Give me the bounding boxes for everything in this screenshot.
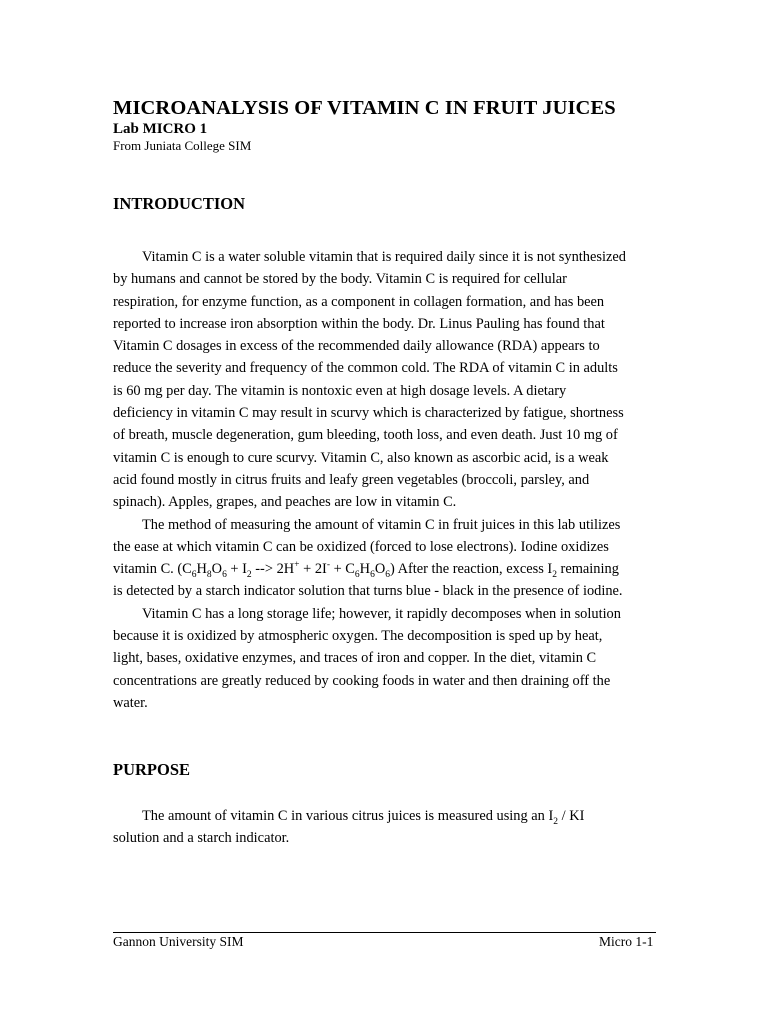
text-line: the ease at which vitamin C can be oxidized (forced to lose electrons). Iodine oxidizes — [113, 538, 609, 555]
text-line: vitamin C is enough to cure scurvy. Vitamin C, also known as ascorbic acid, is a weak — [113, 449, 609, 466]
text-line: light, bases, oxidative enzymes, and traces of iron and copper. In the diet, vitamin C — [113, 650, 597, 667]
text-fragment: vitamin C. (C — [113, 561, 192, 578]
text-line: by humans and cannot be stored by the body. Vitamin C is required for cellular — [113, 271, 567, 288]
text-line: Vitamin C dosages in excess of the recommended daily allowance (RDA) appears to — [113, 338, 600, 355]
text-line: concentrations are greatly reduced by cooking foods in water and then draining off the — [113, 672, 611, 689]
text-line: Vitamin C is a water soluble vitamin that is required daily since it is not synthesized — [142, 249, 626, 265]
text-line: because it is oxidized by atmospheric oxygen. The decomposition is sped up by heat, — [113, 628, 603, 645]
text-line: spinach). Apples, grapes, and peaches are low in vitamin C. — [113, 494, 457, 511]
purpose-heading: PURPOSE — [113, 760, 191, 779]
text-line: reduce the severity and frequency of the common cold. The RDA of vitamin C in adults — [113, 360, 618, 377]
text-line: solution and a starch indicator. — [113, 830, 290, 847]
reaction-equation-line: vitamin C. ($C_6H_8O_6 + I_2$ --> $2H^+ + 2I^- + C_6H_6O_6$) After the reaction, excess $I_2$ remaining — [113, 560, 619, 581]
text-line: water. — [113, 694, 148, 711]
text-fragment: remaining — [556, 561, 619, 578]
source-line: From Juniata College SIM — [113, 138, 252, 153]
purpose-line: The amount of vitamin C in various citrus juices is measured using an $I_2$ / KI — [142, 808, 585, 827]
footer-page-number: Micro 1-1 — [599, 934, 654, 949]
text-line: respiration, for enzyme function, as a component in collagen formation, and has been — [113, 293, 605, 310]
text-line: The method of measuring the amount of vitamin C in fruit juices in this lab utilizes — [142, 516, 621, 533]
text-fragment: / KI — [558, 808, 585, 824]
text-line: deficiency in vitamin C may result in scurvy which is characterized by fatigue, shortness — [113, 405, 624, 422]
footer-institution: Gannon University SIM — [113, 934, 244, 949]
text-fragment: The amount of vitamin C in various citrus juices is measured using an I — [142, 808, 554, 824]
text-line: is detected by a starch indicator solution that turns blue - black in the presence of iodine. — [113, 583, 623, 600]
text-line: Vitamin C has a long storage life; however, it rapidly decomposes when in solution — [142, 605, 621, 622]
text-fragment: ) After the reaction, excess I — [389, 561, 553, 578]
lab-label: Lab MICRO 1 — [113, 121, 208, 137]
text-line: is 60 mg per day. The vitamin is nontoxic even at high dosage levels. A dietary — [113, 382, 567, 399]
purpose-paragraph — [113, 805, 653, 850]
introduction-paragraph-1 — [113, 246, 653, 714]
introduction-heading: INTRODUCTION — [113, 194, 246, 213]
text-line: acid found mostly in citrus fruits and leafy green vegetables (broccoli, parsley, and — [113, 471, 590, 488]
text-line: of breath, muscle degeneration, gum bleeding, tooth loss, and even death. Just 10 mg of — [113, 427, 618, 444]
text-line: reported to increase iron absorption within the body. Dr. Linus Pauling has found that — [113, 315, 605, 332]
footer-divider — [113, 932, 656, 933]
document-title: MICROANALYSIS OF VITAMIN C IN FRUIT JUICES — [113, 97, 616, 119]
